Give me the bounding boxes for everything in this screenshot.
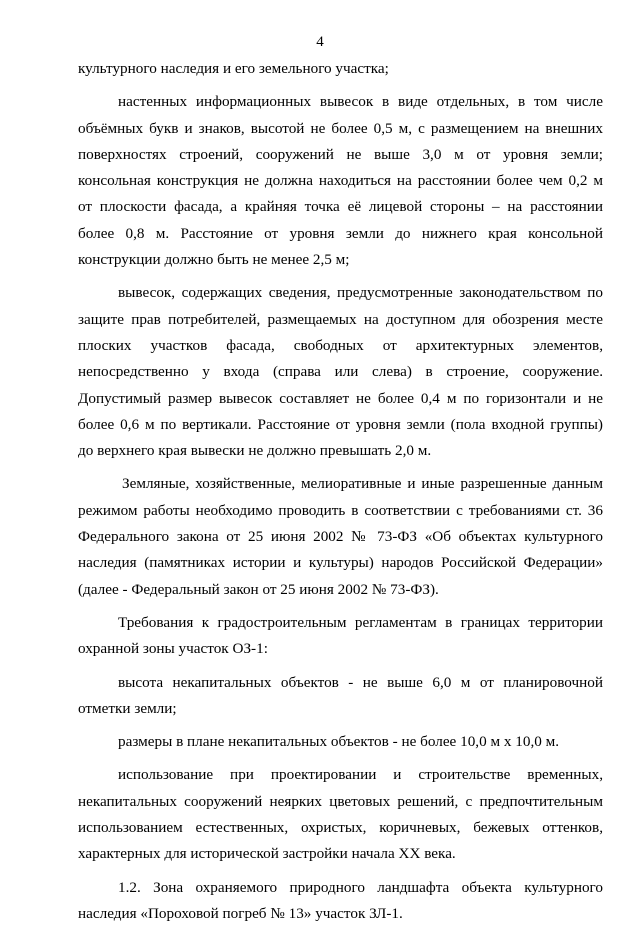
- text-line: защите прав потребителей, размещаемых на доступном для обозрения месте: [78, 310, 603, 328]
- text-line: более 0,6 м по вертикали. Расстояние от уровня земли (пола входной группы): [78, 415, 603, 433]
- text-line: культурного наследия и его земельного участка;: [78, 60, 389, 77]
- text-line: отметки земли;: [78, 699, 177, 717]
- text-line: 1.2. Зона охраняемого природного ландшафта объекта культурного: [118, 878, 603, 896]
- body-text: [78, 56, 603, 927]
- text-line: объёмных букв и знаков, высотой не более 0,5 м, с размещением на внешних: [78, 119, 603, 137]
- paragraph-gap: [78, 868, 603, 875]
- text-line: вывесок, содержащих сведения, предусмотренные законодательством по: [118, 284, 603, 302]
- text-line: наследия «Пороховой погреб № 13» участок ЗЛ-1.: [78, 904, 403, 922]
- text-line: высота некапитальных объектов - не выше 6,0 м от планировочной: [118, 673, 603, 691]
- text-line: Допустимый размер вывесок составляет не более 0,4 м по горизонтали и не: [78, 389, 603, 407]
- paragraph-gap: [78, 273, 603, 280]
- text-line: до верхнего края вывески не должно превышать 2,0 м.: [78, 442, 432, 460]
- text-line: Федерального закона от 25 июня 2002 № 73-ФЗ «Об объектах культурного: [78, 528, 603, 546]
- page-number: 4: [316, 34, 324, 50]
- text-line: непосредственно у входа (справа или слева) в строение, сооружение.: [78, 363, 603, 381]
- text-line: некапитальных сооружений неярких цветовых решений, с предпочтительным: [78, 792, 603, 810]
- paragraph-gap: [78, 755, 603, 762]
- text-line: характерных для исторической застройки начала XX века.: [78, 845, 456, 863]
- paragraph-gap: [78, 663, 603, 670]
- text-line: более 0,8 м. Расстояние от уровня земли до нижнего края консольной: [78, 224, 603, 242]
- text-line: размеры в плане некапитальных объектов - не более 10,0 м х 10,0 м.: [118, 733, 560, 751]
- text-line: поверхностях строений, сооружений не выше 3,0 м от уровня земли;: [78, 145, 603, 163]
- text-line: использованием естественных, охристых, коричневых, бежевых оттенков,: [78, 819, 603, 837]
- text-line: консольная конструкция не должна находиться на расстоянии более чем 0,2 м: [78, 172, 603, 190]
- text-line: конструкции должно быть не менее 2,5 м;: [78, 251, 350, 269]
- paragraph-gap: [78, 722, 603, 729]
- text-line: Земляные, хозяйственные, мелиоративные и иные разрешенные данным: [122, 475, 603, 493]
- text-line: режимом работы необходимо проводить в соответствии с требованиями ст. 36: [78, 501, 603, 519]
- text-line: Требования к градостроительным регламентам в границах территории: [118, 613, 603, 631]
- text-line: охранной зоны участок ОЗ-1:: [78, 640, 268, 658]
- paragraph-gap: [78, 82, 603, 89]
- paragraph-gap: [78, 603, 603, 610]
- text-line: настенных информационных вывесок в виде отдельных, в том числе: [118, 93, 603, 111]
- text-line: (далее - Федеральный закон от 25 июня 2002 № 73-ФЗ).: [78, 580, 439, 598]
- text-line: наследия (памятниках истории и культуры) народов Российской Федерации»: [78, 554, 603, 572]
- text-line: использование при проектировании и строительстве временных,: [118, 766, 603, 784]
- text-line: плоских участков фасада, свободных от архитектурных элементов,: [78, 336, 603, 354]
- paragraph-gap: [78, 464, 603, 471]
- text-line: от плоскости фасада, а крайняя точка её лицевой стороны – на расстоянии: [78, 198, 603, 216]
